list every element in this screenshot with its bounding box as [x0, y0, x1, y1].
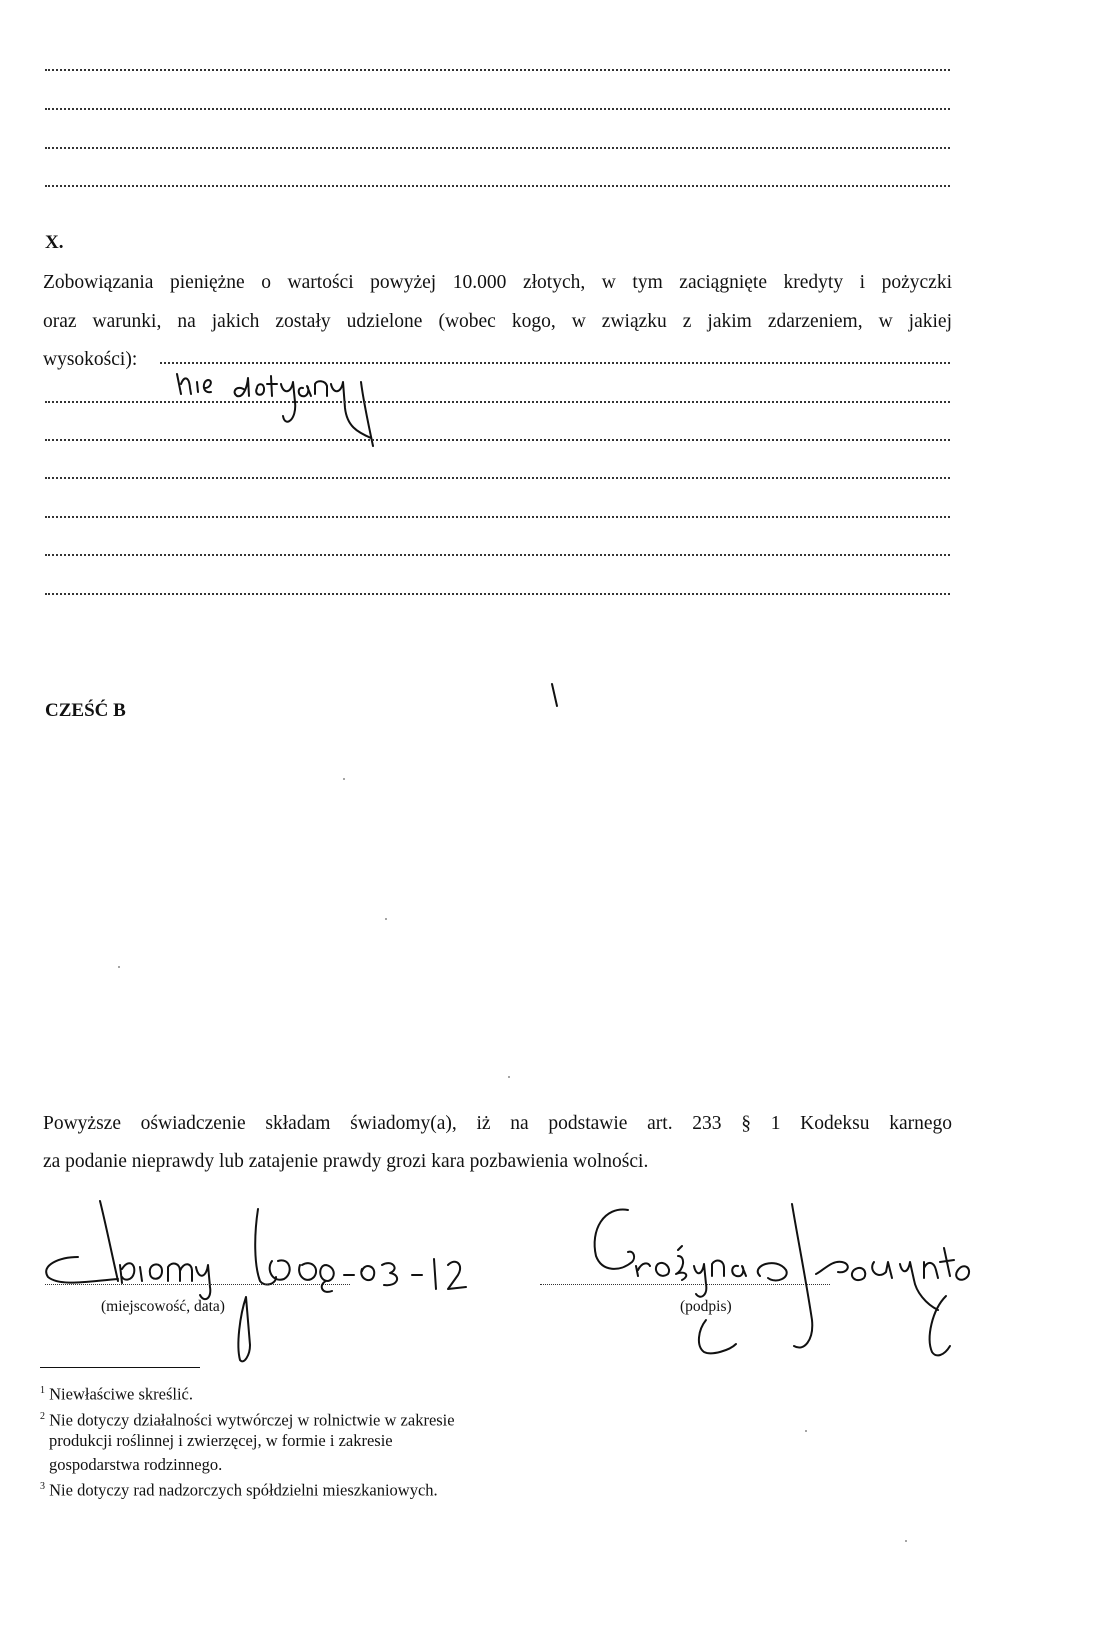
- dotted-line: [45, 477, 950, 479]
- place-date-field: [40, 1195, 480, 1365]
- footnote-3: [40, 1476, 438, 1502]
- dotted-line: [45, 516, 950, 518]
- stray-mark: [550, 682, 560, 708]
- footnote-1-text: Niewłaściwe skreślić.: [49, 1384, 193, 1404]
- footnote-1-number: 1: [40, 1385, 45, 1396]
- part-b-heading: CZEŚĆ B: [45, 700, 126, 721]
- scan-speck: [343, 778, 345, 780]
- declaration-line1: Powyższe oświadczenie składam świadomy(a), iż na podstawie art. 233 § 1 Kodeksu karnego: [43, 1113, 952, 1134]
- footnote-2-line1: Nie dotyczy działalności wytwórczej w rolnictwie w zakresie: [49, 1410, 455, 1430]
- section-x-line1: Zobowiązania pieniężne o wartości powyżej 10.000 złotych, w tym zaciągnięte kredyty i pożyczki: [43, 272, 952, 293]
- dotted-line: [45, 185, 950, 187]
- dotted-line: [45, 439, 950, 441]
- scan-speck: [508, 1076, 510, 1078]
- section-x-line3-label: wysokości):: [43, 349, 138, 370]
- footnote-1: [40, 1380, 193, 1406]
- place-date-dotted-line: [45, 1284, 350, 1285]
- scan-speck: [118, 966, 120, 968]
- dotted-line: [45, 554, 950, 556]
- footnote-2-line2: produkcji roślinnej i zwierzęcej, w formie i zakresie: [49, 1431, 393, 1450]
- scan-speck: [385, 918, 387, 920]
- declaration-line2: za podanie nieprawdy lub zatajenie prawdy grozi kara pozbawienia wolności.: [43, 1151, 649, 1172]
- dotted-line: [45, 593, 950, 595]
- dotted-line: [45, 108, 950, 110]
- dotted-line: [160, 362, 950, 364]
- signature-field: [580, 1200, 1020, 1360]
- place-date-label: (miejscowość, data): [101, 1298, 225, 1315]
- footnote-3-number: 3: [40, 1481, 45, 1492]
- footnote-separator: [40, 1367, 200, 1368]
- section-x-heading: X.: [45, 232, 64, 253]
- footnote-3-text: Nie dotyczy rad nadzorczych spółdzielni mieszkaniowych.: [49, 1480, 438, 1500]
- footnote-2-number: 2: [40, 1411, 45, 1422]
- footnote-2: [40, 1406, 455, 1432]
- scan-speck: [805, 1430, 807, 1432]
- footnote-2-line3: gospodarstwa rodzinnego.: [49, 1455, 223, 1474]
- dotted-line: [45, 147, 950, 149]
- section-x-line2: oraz warunki, na jakich zostały udzielone (wobec kogo, w związku z jakim zdarzeniem, w jakiej: [43, 311, 952, 332]
- dotted-line: [45, 401, 950, 403]
- signature-dotted-line: [540, 1284, 830, 1285]
- signature-handwriting: [580, 1200, 1020, 1360]
- place-date-handwriting: [40, 1195, 480, 1365]
- dotted-line: [45, 69, 950, 71]
- scan-speck: [905, 1540, 907, 1542]
- signature-label: (podpis): [680, 1298, 732, 1315]
